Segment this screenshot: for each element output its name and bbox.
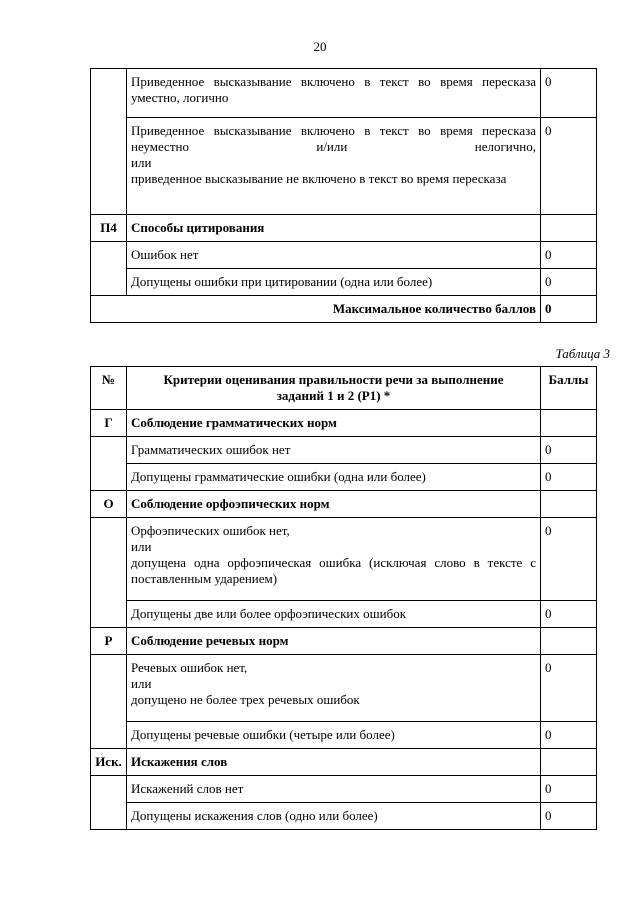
empty-code-cell [91, 437, 127, 491]
max-score-value: 0 [541, 296, 597, 323]
score-cell: 0 [541, 518, 597, 601]
section-title: Соблюдение грамматических норм [127, 410, 541, 437]
empty-code-cell [91, 242, 127, 296]
section-code: П4 [91, 215, 127, 242]
empty-code-cell [91, 69, 127, 215]
score-cell [541, 491, 597, 518]
max-score-row [91, 296, 597, 323]
header-points: Баллы [541, 367, 597, 410]
criterion-text: Допущены искажения слов (одно или более) [127, 803, 541, 830]
section-header-row [91, 410, 597, 437]
table-row [91, 464, 597, 491]
criterion-text: Приведенное высказывание включено в текст во время пересказа уместно, логично [127, 69, 541, 118]
score-cell: 0 [541, 803, 597, 830]
table-caption: Таблица 3 [555, 346, 610, 361]
table-row [91, 69, 597, 118]
table-row [91, 722, 597, 749]
table-row [91, 655, 597, 722]
table-row [91, 776, 597, 803]
score-cell: 0 [541, 655, 597, 722]
empty-code-cell [91, 776, 127, 830]
score-cell: 0 [541, 722, 597, 749]
score-cell [541, 215, 597, 242]
criteria-table-continued [90, 68, 597, 323]
score-cell: 0 [541, 118, 597, 215]
section-title: Соблюдение орфоэпических норм [127, 491, 541, 518]
section-title: Соблюдение речевых норм [127, 628, 541, 655]
section-header-row [91, 749, 597, 776]
table-row [91, 269, 597, 296]
criterion-text: Ошибок нет [127, 242, 541, 269]
section-code: Г [91, 410, 127, 437]
score-cell: 0 [541, 242, 597, 269]
speech-criteria-table [90, 366, 597, 830]
score-cell: 0 [541, 269, 597, 296]
section-header-row [91, 628, 597, 655]
score-cell [541, 749, 597, 776]
section-code: Р [91, 628, 127, 655]
criterion-text: Речевых ошибок нет, или допущено не более трех речевых ошибок [127, 655, 541, 722]
empty-code-cell [91, 518, 127, 628]
section-title: Искажения слов [127, 749, 541, 776]
criterion-text: Допущены грамматические ошибки (одна или более) [127, 464, 541, 491]
criterion-text: Допущены речевые ошибки (четыре или более) [127, 722, 541, 749]
score-cell: 0 [541, 464, 597, 491]
score-cell: 0 [541, 601, 597, 628]
table-row [91, 518, 597, 601]
table-row [91, 437, 597, 464]
score-cell [541, 410, 597, 437]
header-num: № [91, 367, 127, 410]
page-number: 20 [313, 39, 327, 54]
section-header-row [91, 491, 597, 518]
section-code: О [91, 491, 127, 518]
score-cell [541, 628, 597, 655]
criterion-text: Грамматических ошибок нет [127, 437, 541, 464]
table-row [91, 118, 597, 215]
table-header-row [91, 367, 597, 410]
criterion-text: Приведенное высказывание включено в текст во время пересказа неуместно и/или нелогично, или приведенное высказывание не включено в текст во время пересказа [127, 118, 541, 215]
table-row [91, 242, 597, 269]
criterion-text: Искажений слов нет [127, 776, 541, 803]
criterion-text: Орфоэпических ошибок нет, или допущена одна орфоэпическая ошибка (исключая слово в тексте с поставленным ударением) [127, 518, 541, 601]
criterion-text: Допущены две или более орфоэпических ошибок [127, 601, 541, 628]
empty-code-cell [91, 655, 127, 749]
table-row [91, 803, 597, 830]
criterion-text: Допущены ошибки при цитировании (одна или более) [127, 269, 541, 296]
table-row [91, 601, 597, 628]
max-score-label: Максимальное количество баллов [91, 296, 541, 323]
section-header-row [91, 215, 597, 242]
score-cell: 0 [541, 776, 597, 803]
score-cell: 0 [541, 437, 597, 464]
score-cell: 0 [541, 69, 597, 118]
section-title: Способы цитирования [127, 215, 541, 242]
header-criteria: Критерии оценивания правильности речи за выполнение заданий 1 и 2 (Р1) * [127, 367, 541, 410]
section-code: Иск. [91, 749, 127, 776]
